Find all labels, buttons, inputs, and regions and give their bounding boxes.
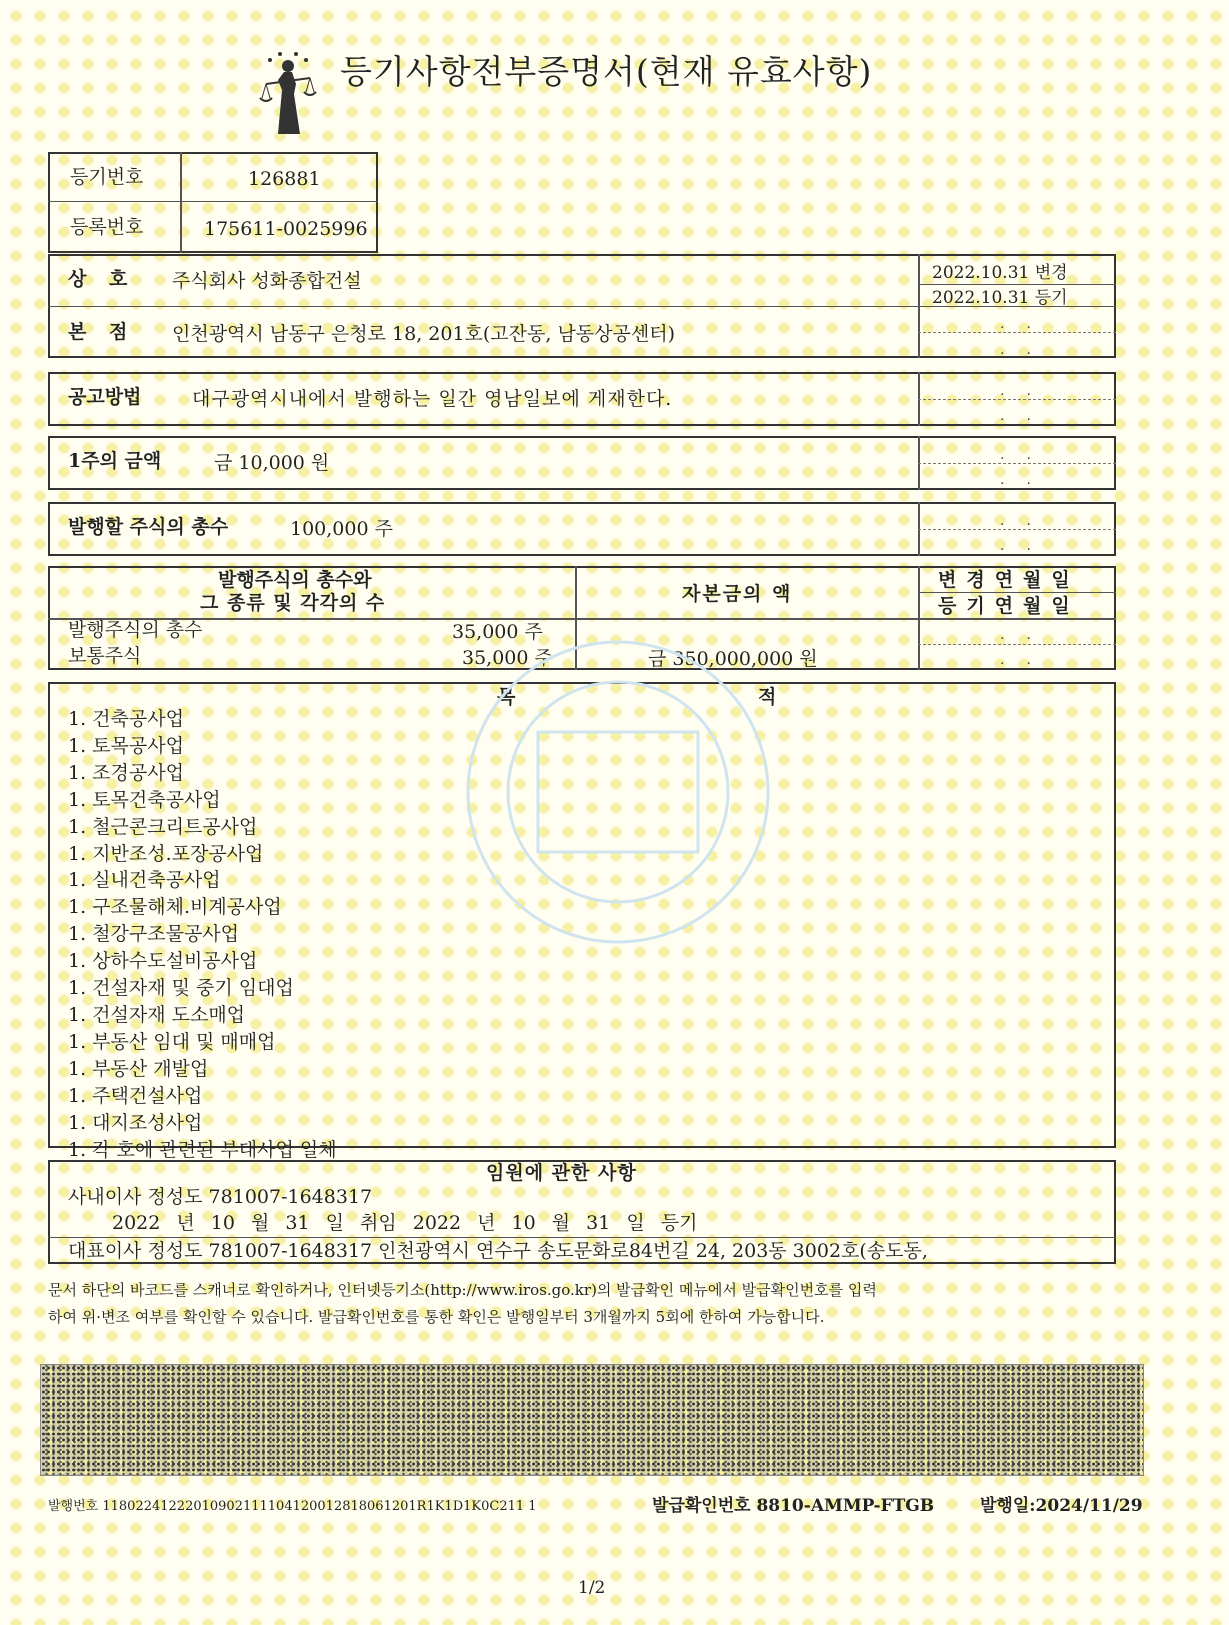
purpose-item: 1. 상하수도설비공사업: [68, 950, 258, 973]
reg-no-label: 등기번호: [70, 166, 144, 188]
purpose-item: 1. 부동산 개발업: [68, 1057, 209, 1080]
scales-of-justice-icon: [248, 50, 326, 136]
purpose-item: 1. 철강구조물공사업: [68, 923, 239, 946]
officer-line-3: 대표이사 정성도 781007-1648317 인천광역시 연수구 송도문화로84번길 24, 203동 3002호(송도동,: [68, 1240, 928, 1262]
purpose-item: 1. 부동산 임대 및 매매업: [68, 1030, 276, 1053]
head-office-value: 인천광역시 남동구 은청로 18, 201호(고잔동, 남동상공센터): [172, 323, 675, 345]
security-barcode: [40, 1364, 1144, 1476]
purpose-item: 1. 철근콘크리트공사업: [68, 815, 258, 838]
common-shares-label: 보통주식: [68, 645, 142, 667]
officers-title: 임원에 관한 사항: [486, 1162, 637, 1184]
officer-line-1: 사내이사 정성도 781007-1648317: [68, 1186, 373, 1208]
watermark-seal-icon: [378, 612, 858, 972]
trade-name-value: 주식회사 성화종합건설: [172, 270, 362, 292]
total-shares-value: 35,000 주: [452, 621, 543, 643]
par-value-value: 금 10,000 원: [214, 452, 330, 474]
capital-value: 금 350,000,000 원: [648, 648, 818, 670]
issue-date: 발행일:2024/11/29: [980, 1496, 1143, 1516]
total-shares-label: 발행주식의 총수: [68, 619, 203, 641]
document-title: 등기사항전부증명서(현재 유효사항): [340, 52, 873, 91]
capital-header: 자본금의 액: [682, 583, 793, 605]
authorized-shares-value: 100,000 주: [290, 518, 393, 540]
officer-line-2: 2022 년 10 월 31 일 취임 2022 년 10 월 31 일 등기: [112, 1212, 698, 1234]
purpose-item: 1. 지반조성.포장공사업: [68, 842, 264, 865]
common-shares-value: 35,000 주: [462, 647, 553, 669]
purpose-item: 1. 대지조성사업: [68, 1111, 203, 1134]
notice-line-1: 문서 하단의 바코드를 스캐너로 확인하거나, 인터넷등기소(http://www.iros.go.kr)의 발급확인 메뉴에서 발급확인번호를 입력: [48, 1281, 877, 1299]
registry-certificate-page: 등기사항전부증명서(현재 유효사항) 등기번호 126881 등록번호 175611-0025996 상 호 주식회사 성화종합건설 2022.10.31 변경 2022.10.31 등기 본 점 인천광역시 남동구 은청로 18, 201호(고잔동, 남동상공센터) .. .. .. .. 공고방법 대구광역시내에서 발행하는 일간 영남일보에 게재한다. .. .. 1주의 금액 금 10,000 원 .. .. 발행할 주식의 총수 100,000 주 발행주식의 총수와 그 종류 및 각각의 수 자본금의 액 변경연월일 등기연월일 발행주식의 총수 35,000 주 보통주식 35,000 주 금 350,000,000 원 .. .. 목 적 1. 건축공사업 1. 토목공사업 1. 조경공사업 1. 토목건축공사업 1. 철근콘크리트공사업 1. 지반조성.포장공사업 1. 실내건축공사업 1. 구조물해체.비계공사업 1. 철강구조물공사업 1. 상하수도설비공사업 1. 건설자재 및 중기 임대업 1. 건설자재 도소매업 1. 부동산 임대 및 매매업 1. 부동산 개발업 1. 주택건설사업 1. 대지조성사업 1. 각 호에 관련된 부대사업 일체 임원에 관한 사항 사내이사 정성도 781007-1648317 2022 년 10 월 31 일 취임 2022 년 10 월 31 일 등기 대표이사 정성도 781007-1648317 인천광역시 연수구 송도문화로84번길 24, 203동 3002호(송도동, 문서 하단의 바코드를 스캐너로 확인하거나, 인터넷등기소(http://www.iros.go.kr)의 발급확인 메뉴에서 발급확인번호를 입력 하여 위·변조 여부를 확인할 수 있습니다. 발급확인번호를 통한 확인은 발행일부터 3개월까지 5회에 한하여 가능합니다. 발행번호 11802241222010902111104120012818061201R1K1D1K0C211 1 발급확인번호 8810-AMMP-FTGB 발행일:2024/11/29 1/2: [0, 0, 1229, 1625]
purpose-item: 1. 건설자재 및 중기 임대업: [68, 977, 294, 1000]
purpose-item: 1. 건설자재 도소매업: [68, 1003, 246, 1026]
purpose-item: 1. 토목건축공사업: [68, 788, 221, 811]
purpose-item: 1. 각 호에 관련된 부대사업 일체: [68, 1138, 337, 1161]
corp-no-label: 등록번호: [70, 216, 144, 238]
purpose-item: 1. 주택건설사업: [68, 1084, 203, 1107]
issued-shares-header-1: 발행주식의 총수와: [218, 569, 372, 591]
par-value-label: 1주의 금액: [68, 450, 162, 472]
trade-name-reg-date: 2022.10.31 등기: [932, 288, 1068, 308]
head-office-label: 본 점: [68, 321, 136, 343]
notice-line-2: 하여 위·변조 여부를 확인할 수 있습니다. 발급확인번호를 통한 확인은 발행일부터 3개월까지 5회에 한하여 가능합니다.: [48, 1308, 825, 1326]
public-notice-label: 공고방법: [68, 386, 142, 408]
purpose-item: 1. 실내건축공사업: [68, 869, 221, 892]
verification-number: 발급확인번호 8810-AMMP-FTGB: [652, 1496, 935, 1516]
corp-no-value: 175611-0025996: [204, 218, 368, 240]
page-number: 1/2: [578, 1578, 606, 1598]
issue-number: 발행번호 11802241222010902111104120012818061201R1K1D1K0C211 1: [48, 1499, 537, 1514]
trade-name-change-date: 2022.10.31 변경: [932, 263, 1068, 283]
public-notice-value: 대구광역시내에서 발행하는 일간 영남일보에 게재한다.: [192, 388, 673, 410]
reg-date-header: 등기연월일: [938, 595, 1080, 617]
purpose-title: 목 적: [497, 686, 895, 708]
purpose-item: 1. 토목공사업: [68, 734, 184, 757]
authorized-shares-label: 발행할 주식의 총수: [68, 516, 229, 538]
purpose-item: 1. 건축공사업: [68, 708, 184, 730]
issued-shares-header-2: 그 종류 및 각각의 수: [200, 592, 386, 614]
purpose-item: 1. 조경공사업: [68, 761, 184, 784]
reg-no-value: 126881: [248, 168, 321, 190]
purpose-item: 1. 구조물해체.비계공사업: [68, 896, 282, 919]
trade-name-label: 상 호: [68, 268, 136, 290]
purpose-list: [68, 706, 337, 1163]
change-date-header: 변경연월일: [938, 569, 1080, 591]
